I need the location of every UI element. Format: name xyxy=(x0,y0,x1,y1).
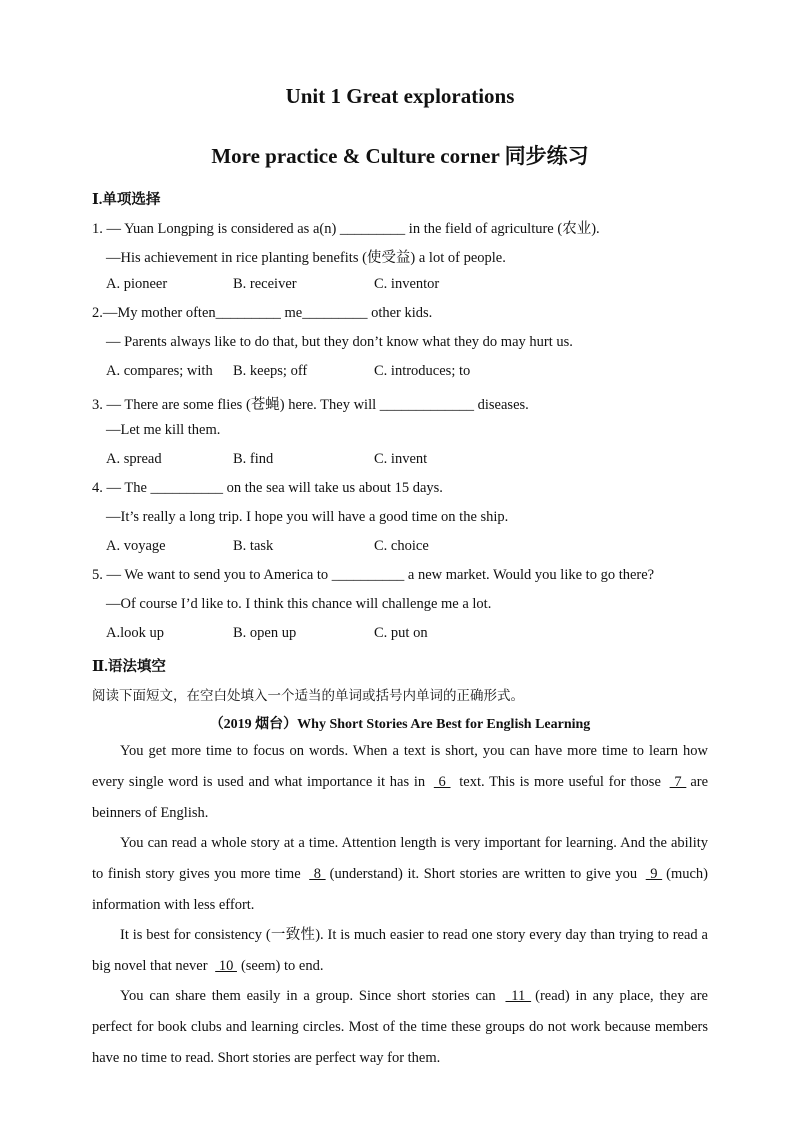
question-1-option-b: B. receiver xyxy=(233,276,297,292)
question-5-option-b: B. open up xyxy=(233,625,297,641)
page-subtitle: More practice & Culture corner 同步练习 xyxy=(211,144,589,168)
blank-8[interactable]: 8 xyxy=(309,866,326,882)
paragraph-text: (seem) to end. xyxy=(240,958,324,974)
question-5-reply: —Of course I’d like to. I think this chance will challenge me a lot. xyxy=(106,596,492,612)
blank-6[interactable]: 6 xyxy=(433,774,451,790)
passage-paragraph-3 xyxy=(92,920,708,982)
question-2: 2.—My mother often_________ me_________ other kids. xyxy=(92,305,433,321)
question-2-option-c: C. introduces; to xyxy=(374,363,471,379)
passage-title: （2019 烟台）Why Short Stories Are Best for English Learning xyxy=(209,717,591,732)
paragraph-text: You get more time to focus on words. When a text is short, you can have more time to learn how every single word is used and what importance it has in xyxy=(92,743,708,790)
blank-10[interactable]: 10 xyxy=(215,958,237,974)
blank-11[interactable]: 11 xyxy=(505,988,532,1004)
paragraph-text: (read) in any place, they are perfect for book clubs and learning circles. Most of the time these groups do not work because members have no time to read. Short stories are perfect way for them. xyxy=(92,988,708,1066)
paragraph-text: You can read a whole story at a time. Attention length is very important for learning. And the ability to finish story gives you more time xyxy=(92,835,708,882)
question-1-option-a: A. pioneer xyxy=(106,276,168,292)
question-3-reply: —Let me kill them. xyxy=(106,422,221,438)
passage-paragraph-2 xyxy=(92,828,708,921)
page-title: Unit 1 Great explorations xyxy=(285,84,515,108)
question-2-option-b: B. keeps; off xyxy=(233,363,308,379)
passage-paragraph-4 xyxy=(92,981,708,1074)
question-1: 1. — Yuan Longping is considered as a(n) _________ in the field of agriculture (农业). xyxy=(92,221,600,237)
section-instruction: 阅读下面短文，在空白处填入一个适当的单词或括号内单词的正确形式。 xyxy=(92,688,524,704)
question-1-option-c: C. inventor xyxy=(374,276,440,292)
question-1-reply: —His achievement in rice planting benefits (使受益) a lot of people. xyxy=(106,250,506,266)
paragraph-text: are beinners of English. xyxy=(92,774,709,821)
question-4-option-b: B. task xyxy=(233,538,274,554)
question-4-option-a: A. voyage xyxy=(106,538,166,554)
question-3: 3. — There are some flies (苍蝇) here. They will _____________ diseases. xyxy=(92,397,529,413)
question-4: 4. — The __________ on the sea will take us about 15 days. xyxy=(92,480,443,496)
question-5-option-a: A.look up xyxy=(106,625,164,641)
question-3-option-a: A. spread xyxy=(106,451,162,467)
section-heading-multiple-choice: Ⅰ.单项选择 xyxy=(92,192,161,208)
question-5: 5. — We want to send you to America to __________ a new market. Would you like to go there? xyxy=(92,567,655,583)
question-5-option-c: C. put on xyxy=(374,625,428,641)
question-3-option-c: C. invent xyxy=(374,451,428,467)
paragraph-text: It is best for consistency (一致性). It is much easier to read one story every day than trying to read a big novel that never xyxy=(92,927,708,974)
paragraph-text: (understand) it. Short stories are written to give you xyxy=(329,866,642,882)
paragraph-text: text. This is more useful for those xyxy=(454,774,666,790)
passage-paragraph-1 xyxy=(92,736,708,829)
paragraph-text: You can share them easily in a group. Since short stories can xyxy=(120,988,502,1004)
question-2-option-a: A. compares; with xyxy=(106,363,213,379)
section-heading-grammar-fill: Ⅱ.语法填空 xyxy=(92,659,166,675)
question-4-reply: —It’s really a long trip. I hope you will have a good time on the ship. xyxy=(106,509,509,525)
question-3-option-b: B. find xyxy=(233,451,274,467)
question-2-reply: — Parents always like to do that, but they don’t know what they do may hurt us. xyxy=(106,334,573,350)
question-4-option-c: C. choice xyxy=(374,538,429,554)
blank-9[interactable]: 9 xyxy=(645,866,663,882)
blank-7[interactable]: 7 xyxy=(669,774,687,790)
paragraph-text: (much) information with less effort. xyxy=(92,866,708,913)
